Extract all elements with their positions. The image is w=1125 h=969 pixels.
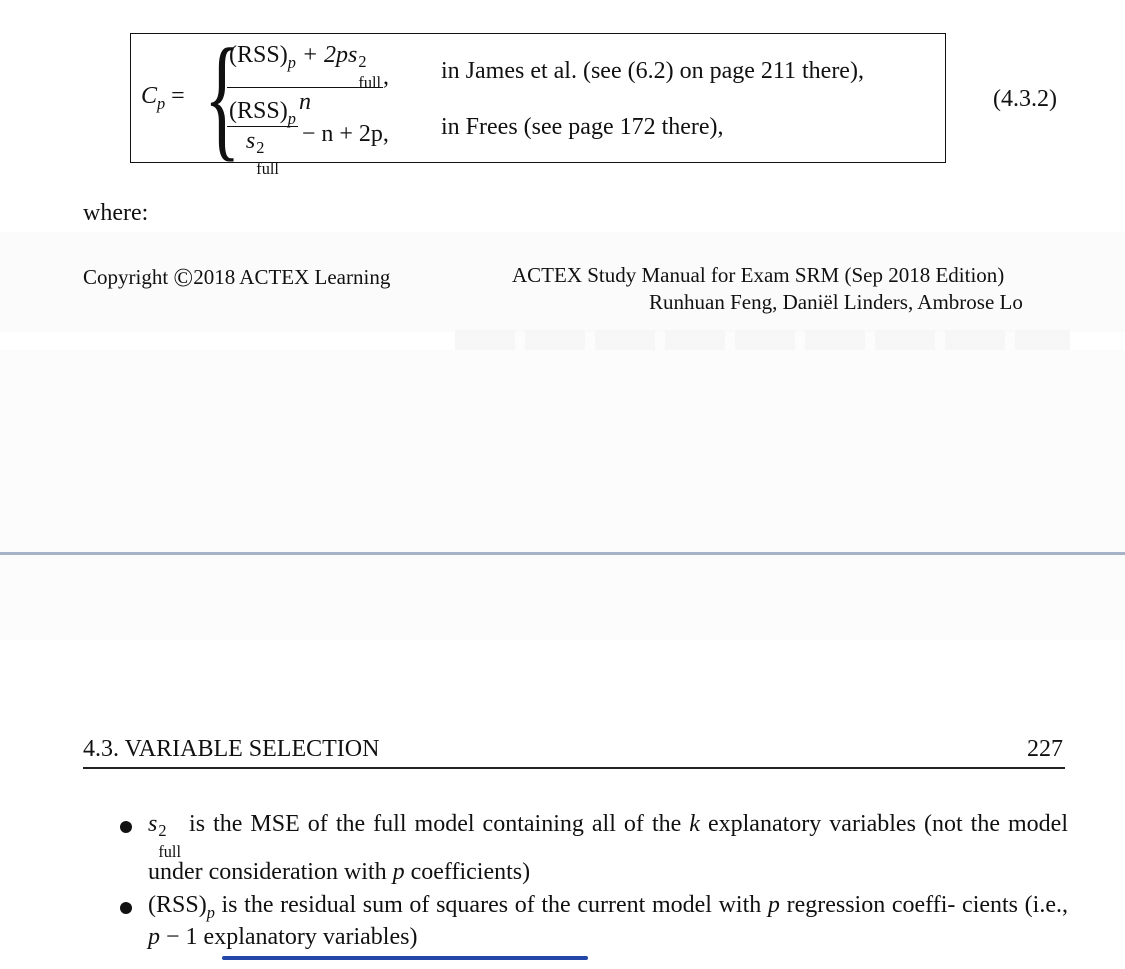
bullet-item-rss: $(RSS)_p$ is the residual sum of squares of the current model with p regression coeffi- cients (i.e., p − 1 explanatory variables) bbox=[148, 892, 1068, 950]
formula-lhs: $C_p$ = bbox=[141, 83, 185, 113]
bullet-item-sfull: s 2 full is the MSE of the full model containing all of the k explanatory variables (not the model under consideration with p coefficients) bbox=[148, 811, 1068, 885]
formula-condition-1: in James et al. (see (6.2) on page 211 there), bbox=[441, 58, 864, 84]
left-brace: { bbox=[204, 20, 241, 173]
formula-case-1: $(RSS)_p + 2ps$ 2 full n , bbox=[229, 42, 390, 115]
manual-authors: Runhuan Feng, Daniël Linders, Ambrose Lo bbox=[649, 290, 1023, 314]
page-gap bbox=[0, 350, 1125, 640]
copyright-text: Copyright ©2018 ACTEX Learning bbox=[83, 263, 391, 292]
formula-box bbox=[130, 20, 946, 179]
formula-condition-2: in Frees (see page 172 there), bbox=[441, 114, 724, 140]
page-number: 227 bbox=[1027, 736, 1063, 762]
copyright-symbol: © bbox=[173, 263, 194, 292]
formula-case-2: $(RSS)_p$ s 2 full − n + 2p, bbox=[229, 98, 389, 179]
where-label: where: bbox=[83, 200, 149, 226]
annotation-underline bbox=[222, 956, 588, 960]
equation-number: (4.3.2) bbox=[993, 86, 1057, 112]
bullet-dot bbox=[120, 821, 132, 833]
section-header: 4.3. VARIABLE SELECTION bbox=[83, 736, 380, 762]
bleed-through-line bbox=[455, 330, 1070, 352]
header-rule bbox=[83, 767, 1065, 769]
manual-title: ACTEX Study Manual for Exam SRM (Sep 2018 Edition) bbox=[512, 263, 1005, 287]
bullet-dot bbox=[120, 902, 132, 914]
page-divider bbox=[0, 552, 1125, 555]
